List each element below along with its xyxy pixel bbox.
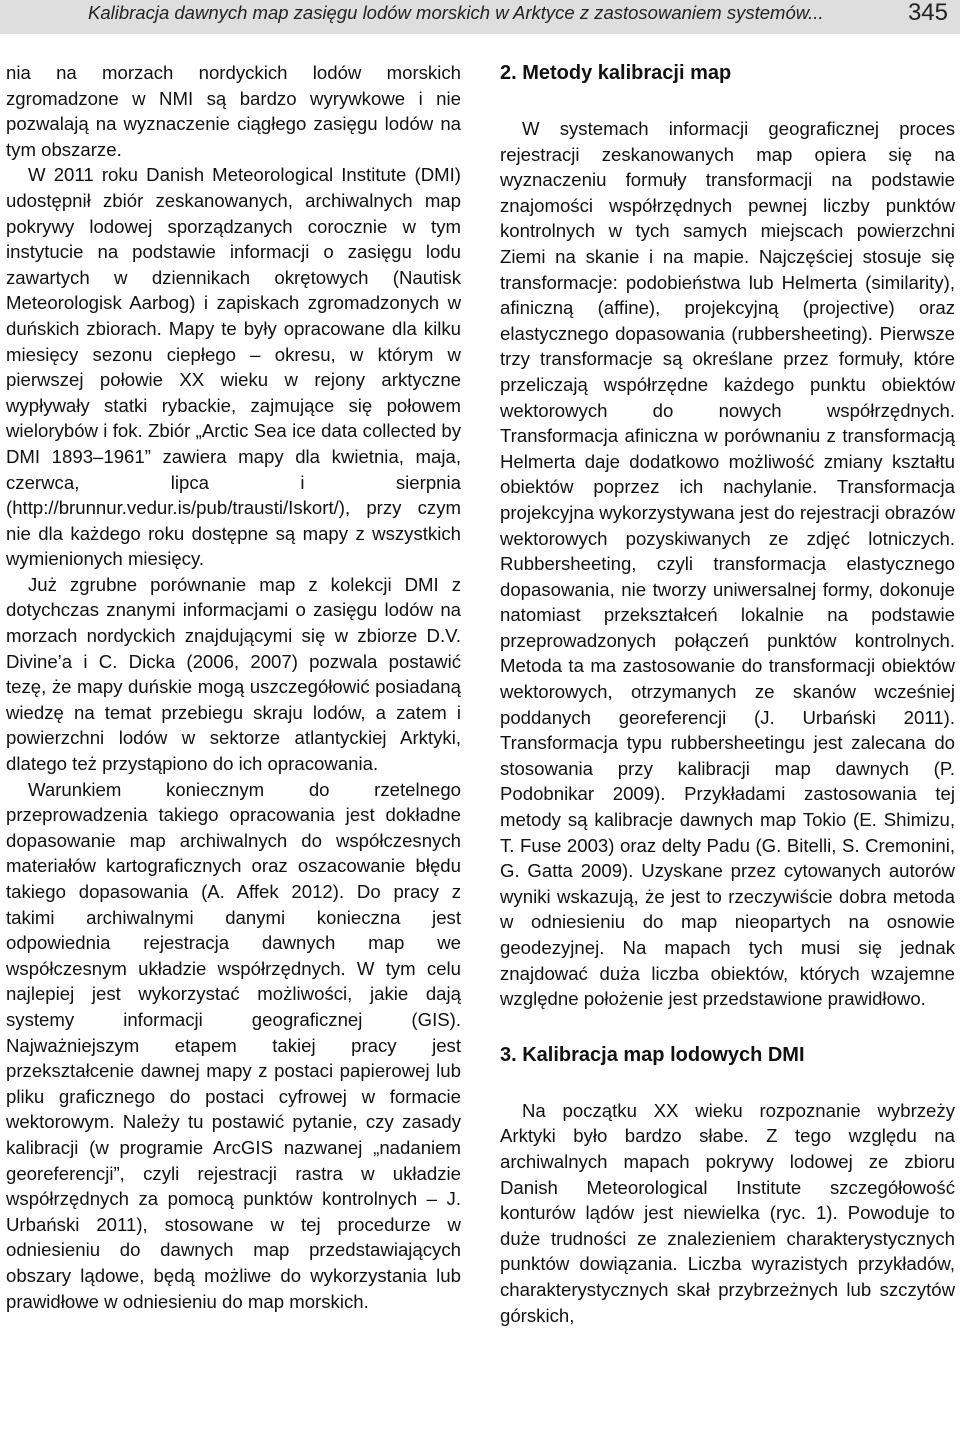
right-column — [500, 60, 955, 1328]
paragraph-calibration-requirement: Warunkiem koniecznym do rzetelnego przeprowadzenia takiego opracowania jest dokładne dopasowanie map archiwalnych do współczesnych materiałów kartograficznych oraz oszacowanie błędu takiego dopasowania (A. Affek 2012). Do pracy z takimi archiwalnymi danymi konieczna jest odpowiednia rejestracja dawnych map we współczesnym układzie współrzędnych. W tym celu najlepiej jest wykorzystać możliwości, jakie dają systemy informacji geograficznej (GIS). Najważniejszym etapem takiej pracy jest przekształcenie dawnej mapy z postaci papierowej lub pliku graficznego do postaci cyfrowej w formacie wektorowym. Należy tu postawić pytanie, czy zasady kalibracji (w programie ArcGIS nazwanej „nadaniem georeferencji”, czyli rejestracji rastra w układzie współrzędnych za pomocą punktów kontrolnych – J. Urbański 2011), stosowane w tej procedurze w odniesieniu do dawnych map przedstawiających obszary lądowe, będą możliwe do wykorzystania lub prawidłowe w odniesieniu do map morskich. — [6, 778, 461, 1312]
running-header — [0, 0, 960, 34]
page-number: 345 — [907, 0, 948, 26]
left-column — [6, 60, 461, 1314]
running-title: Kalibracja dawnych map zasięgu lodów morskich w Arktyce z zastosowaniem systemów... — [88, 2, 824, 23]
paragraph-continuation: nia na morzach nordyckich lodów morskich zgromadzone w NMI są bardzo wyrywkowe i nie pozwalają na wyznaczenie ciągłego zasięgu lodów na tym obszarze. — [6, 62, 461, 160]
section-3-paragraph: Na początku XX wieku rozpoznanie wybrzeży Arktyki było bardzo słabe. Z tego względu na archiwalnych mapach pokrywy lodowej ze zbioru Danish Meteorological Institute szczegółowość konturów lądów jest niewielka (ryc. 1). Powoduje to duże trudności ze znalezieniem charakterystycznych punktów dowiązania. Liczba wyrazistych przykładów, charakterystycznych skał przybrzeżnych lub szczytów górskich, — [500, 1099, 955, 1326]
section-3-title: 3. Kalibracja map lodowych DMI — [500, 1043, 805, 1066]
section-2-title: 2. Metody kalibracji map — [500, 62, 732, 84]
section-2-paragraph: W systemach informacji geograficznej proces rejestracji zeskanowanych map opiera się na wyznaczeniu formuły transformacji na podstawie znajomości współrzędnych pewnej liczby punktów kontrolnych w tych samych miejscach powierzchni Ziemi na skanie i na mapie. Najczęściej stosuje się transformacje: podobieństwa lub Helmerta (similarity), afiniczną (affine), projekcyjną (projective) oraz elastycznego dopasowania (rubbersheeting). Pierwsze trzy transformacje są określane przez formuły, które przeliczają współrzędne każdego punktu obiektów wektorowych do nowych współrzędnych. Transformacja afiniczna w porównaniu z transformacją Helmerta daje dodatkowo możliwość zmiany kształtu obiektów poprzez ich nachylanie. Transformacja projekcyjna wykorzystywana jest do rejestracji obrazów wektorowych pozyskiwanych ze zdjęć lotniczych. Rubbersheeting, czyli transformacja elastycznego dopasowania, nie tworzy uniwersalnej formy, dokonuje natomiast przekształceń lokalnie na podstawie przeprowadzonych połączeń punktów kontrolnych. Metoda ta ma zastosowanie do transformacji obiektów wektorowych, otrzymanych ze skanów wcześniej poddanych georeferencji (J. Urbański 2011). Transformacja typu rubbersheetingu jest zalecana do stosowania przy kalibracji map dawnych (P. Podobnikar 2009). Przykładami zastosowania tej metody są kalibracje dawnych map Tokio (E. Shimizu, T. Fuse 2003) oraz delty Padu (G. Bitelli, S. Cremonini, G. Gatta 2009). Uzyskane przez cytowanych autorów wyniki wskazują, że jest to rzeczywiście dobra metoda w odniesieniu do map nieopartych na osnowie geodezyjnej. Na mapach tych musi się jednak znajdować duża liczba obiektów, których wzajemne względne położenie jest przedstawione prawidłowo. — [500, 118, 955, 1010]
paragraph-dmi-collection: W 2011 roku Danish Meteorological Institute (DMI) udostępnił zbiór zeskanowanych, archiwalnych map pokrywy lodowej sporządzanych corocznie w tym instytucie na podstawie informacji o zasięgu lodu zawartych w dziennikach okrętowych (Nautisk Meteorologisk Aarbog) i zapiskach zgromadzonych w duńskich zbiorach. Mapy te były opracowane dla kilku miesięcy sezonu ciepłego – okresu, w którym w pierwszej połowie XX wieku w rejony arktyczne wypływały statki rybackie, zajmujące się połowem wielorybów i fok. Zbiór „Arctic Sea ice data collected by DMI 1893–1961” zawiera mapy dla kwietnia, maja, czerwca, lipca i sierpnia (http://brunnur.vedur.is/pub/trausti/Iskort/), przy czym nie dla każdego roku dostępne są mapy z wszystkich wymienionych miesięcy. — [6, 164, 461, 570]
paragraph-comparison: Już zgrubne porównanie map z kolekcji DMI z dotychczas znanymi informacjami o zasięgu lodów na morzach nordyckich znajdującymi się w zbiorze D.V. Divine’a i C. Dicka (2006, 2007) pozwala postawić tezę, że mapy duńskie mogą uszczegółowić posiadaną wiedzę na temat przebiegu skraju lodów, a zatem i powierzchni lodów w sektorze atlantyckiej Arktyki, dlatego też przystąpiono do ich opracowania. — [6, 573, 461, 775]
